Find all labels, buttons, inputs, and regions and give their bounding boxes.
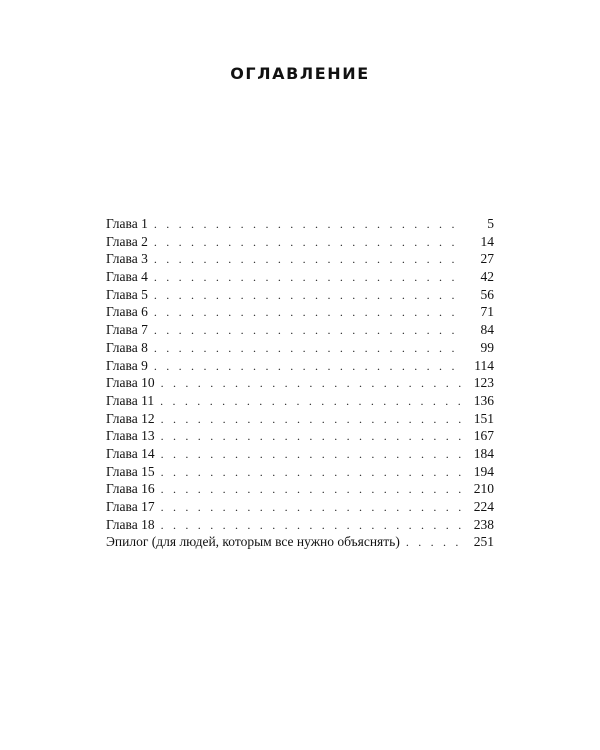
toc-entry-label: Глава 4 [106, 269, 148, 285]
toc-entry[interactable] [106, 463, 494, 481]
dot-leader [154, 358, 462, 376]
toc-entry-label: Глава 3 [106, 251, 148, 267]
toc-entry-page: 27 [480, 251, 494, 267]
toc-entry-page: 184 [473, 445, 494, 461]
page-title: ОГЛАВЛЕНИЕ [230, 64, 370, 83]
toc-entry[interactable] [106, 233, 494, 251]
toc-entry[interactable] [106, 339, 494, 357]
toc-entry-page: 99 [480, 339, 494, 355]
dot-leader [160, 393, 462, 411]
toc-entry-page: 123 [473, 375, 494, 391]
dot-leader [154, 234, 462, 252]
toc-entry-page: 71 [480, 304, 494, 320]
toc-entry[interactable] [106, 321, 494, 339]
toc-entry-page: 151 [473, 410, 494, 426]
toc-entry-label: Эпилог (для людей, которым все нужно объяснять) [106, 534, 400, 550]
toc-entry-label: Глава 10 [106, 375, 155, 391]
toc-entry-label: Глава 2 [106, 233, 148, 249]
toc-entry-label: Глава 5 [106, 286, 148, 302]
toc-entry[interactable] [106, 250, 494, 268]
toc-entry-page: 167 [473, 428, 494, 444]
toc-entry-page: 114 [474, 357, 494, 373]
toc-entry-page: 42 [480, 269, 494, 285]
toc-entry[interactable] [106, 286, 494, 304]
dot-leader [154, 304, 462, 322]
dot-leader [154, 251, 462, 269]
toc-entry-label: Глава 17 [106, 499, 155, 514]
toc-entry-page: 224 [473, 499, 494, 514]
toc-entry[interactable] [106, 357, 494, 375]
toc-entry-page: 238 [473, 516, 494, 532]
toc-entry-page: 136 [473, 392, 494, 408]
toc-entry[interactable] [106, 215, 494, 233]
toc-entry[interactable] [106, 427, 494, 445]
dot-leader [161, 428, 462, 446]
dot-leader [406, 534, 462, 552]
dot-leader [154, 340, 462, 358]
toc-entry-page: 5 [487, 216, 494, 231]
dot-leader [161, 499, 462, 517]
toc-entry-page: 14 [480, 233, 494, 249]
toc-entry-label: Глава 9 [106, 357, 148, 373]
dot-leader [161, 481, 462, 499]
dot-leader [154, 269, 462, 287]
toc-entry-label: Глава 6 [106, 304, 148, 320]
toc-entry-label: Глава 12 [106, 410, 155, 426]
dot-leader [154, 322, 462, 340]
toc-entry-epilogue[interactable] [106, 533, 494, 551]
toc-entry-page: 84 [480, 322, 494, 338]
toc-entry[interactable] [106, 516, 494, 534]
dot-leader [154, 287, 462, 305]
toc-entry[interactable] [106, 498, 494, 516]
toc-entry[interactable] [106, 480, 494, 498]
dot-leader [161, 446, 462, 464]
table-of-contents [106, 215, 494, 551]
toc-entry[interactable] [106, 410, 494, 428]
toc-entry[interactable] [106, 445, 494, 463]
toc-entry[interactable] [106, 268, 494, 286]
toc-entry-label: Глава 14 [106, 445, 155, 461]
toc-entry-label: Глава 1 [106, 216, 148, 231]
dot-leader [161, 411, 462, 429]
toc-entry-page: 251 [473, 534, 494, 550]
dot-leader [154, 216, 462, 234]
dot-leader [161, 375, 462, 393]
toc-entry-label: Глава 11 [106, 392, 155, 408]
toc-entry-page: 56 [480, 286, 494, 302]
toc-entry-label: Глава 16 [106, 481, 155, 497]
toc-entry-label: Глава 18 [106, 516, 155, 532]
dot-leader [161, 517, 462, 535]
toc-entry-page: 194 [473, 463, 494, 479]
toc-entry[interactable] [106, 374, 494, 392]
toc-entry-label: Глава 13 [106, 428, 155, 444]
dot-leader [161, 464, 462, 482]
toc-entry-label: Глава 8 [106, 339, 148, 355]
toc-entry-label: Глава 15 [106, 463, 155, 479]
toc-entry-label: Глава 7 [106, 322, 148, 338]
toc-entry[interactable] [106, 303, 494, 321]
toc-entry-page: 210 [473, 481, 494, 497]
toc-entry[interactable] [106, 392, 494, 410]
